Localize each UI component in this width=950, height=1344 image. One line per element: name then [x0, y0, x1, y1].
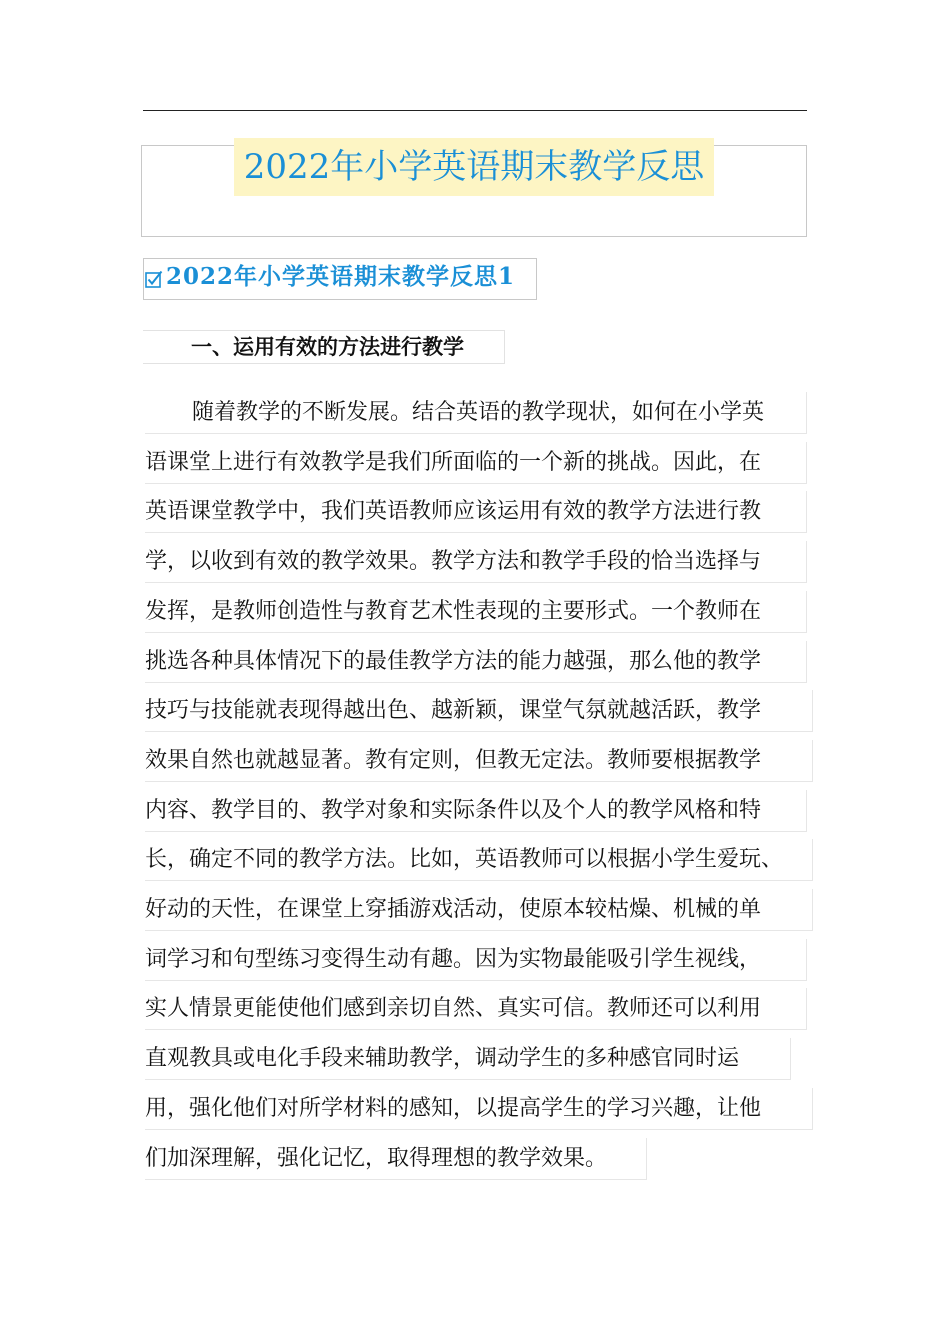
paragraph-line: 效果自然也就越显著。教有定则，但教无定法。教师要根据教学: [145, 740, 813, 782]
paragraph-line: 实人情景更能使他们感到亲切自然、真实可信。教师还可以利用: [145, 988, 807, 1030]
paragraph-line: 用，强化他们对所学材料的感知，以提高学生的学习兴趣，让他: [145, 1088, 813, 1130]
checkbox-checked-icon: [145, 270, 163, 288]
paragraph-line: 内容、教学目的、教学对象和实际条件以及个人的教学风格和特: [145, 790, 807, 832]
paragraph-line: 长，确定不同的教学方法。比如，英语教师可以根据小学生爱玩、: [145, 839, 813, 881]
paragraph-line: 词学习和句型练习变得生动有趣。因为实物最能吸引学生视线，: [145, 939, 807, 981]
paragraph-line: 随着教学的不断发展。结合英语的教学现状，如何在小学英: [145, 392, 807, 434]
header-rule: [143, 110, 807, 111]
paragraph-line: 挑选各种具体情况下的最佳教学方法的能力越强，那么他的教学: [145, 641, 807, 683]
paragraph-line: 英语课堂教学中，我们英语教师应该运用有效的教学方法进行教: [145, 491, 807, 533]
paragraph-line: 语课堂上进行有效教学是我们所面临的一个新的挑战。因此，在: [145, 442, 807, 484]
paragraph-line: 们加深理解，强化记忆，取得理想的教学效果。: [145, 1138, 647, 1180]
document-title: 2022年小学英语期末教学反思: [234, 138, 714, 196]
subheading: 一、运用有效的方法进行教学: [191, 334, 464, 359]
section-heading: 2022年小学英语期末教学反思1: [166, 263, 516, 290]
paragraph-line: 技巧与技能就表现得越出色、越新颖，课堂气氛就越活跃，教学: [145, 690, 813, 732]
paragraph-line: 好动的天性，在课堂上穿插游戏活动，使原本较枯燥、机械的单: [145, 889, 813, 931]
paragraph-line: 学，以收到有效的教学效果。教学方法和教学手段的恰当选择与: [145, 541, 807, 583]
paragraph-line: 发挥，是教师创造性与教育艺术性表现的主要形式。一个教师在: [145, 591, 807, 633]
paragraph-line: 直观教具或电化手段来辅助教学，调动学生的多种感官同时运: [145, 1038, 791, 1080]
